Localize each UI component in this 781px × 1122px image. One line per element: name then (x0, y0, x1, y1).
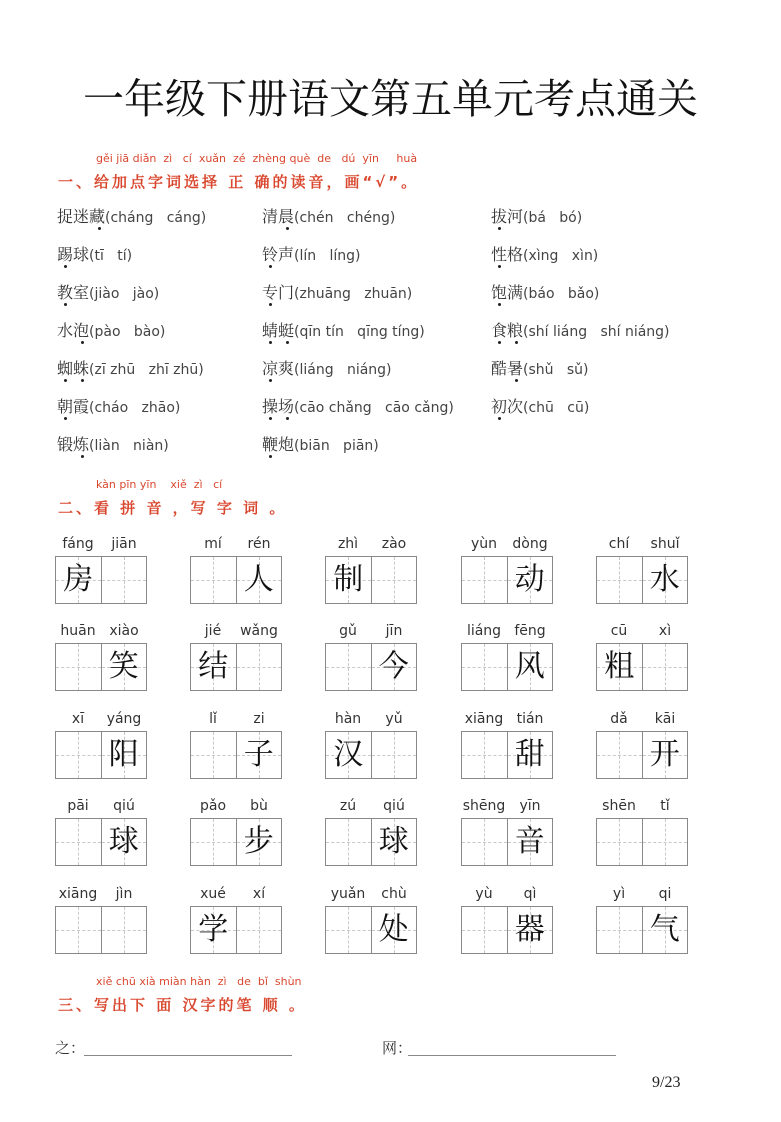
writing-cell (236, 732, 282, 778)
pinyin-syllable: dǎ (610, 711, 628, 727)
tianzige-grid (461, 643, 553, 691)
pinyin-options[interactable]: (tī tí) (89, 248, 133, 264)
writing-cell[interactable] (56, 819, 101, 865)
word: 鞭炮 (262, 435, 295, 454)
emphasis-dot-icon (64, 303, 67, 306)
emphasis-dot-icon (498, 303, 501, 306)
pinyin-writing-item (596, 886, 688, 954)
pinyin-syllable: cū (610, 623, 628, 639)
given-character: 开 (649, 737, 680, 772)
word: 锻炼 (57, 435, 90, 454)
page-title: 一年级下册语文第五单元考点通关 (83, 75, 698, 123)
reading-choice-item (491, 244, 598, 266)
pinyin-options[interactable]: (liàn niàn) (89, 438, 169, 454)
pinyin-writing-item (55, 623, 147, 691)
pinyin-row (461, 711, 553, 731)
given-character: 球 (378, 824, 409, 859)
pinyin-options[interactable]: (lín líng) (294, 248, 361, 264)
given-character: 今 (378, 649, 409, 684)
reading-choice-item (57, 358, 204, 380)
pinyin-syllable: qi (658, 886, 672, 902)
pinyin-row (55, 886, 147, 906)
given-character: 阳 (108, 737, 139, 772)
tianzige-grid (325, 731, 417, 779)
word: 性格 (491, 245, 524, 264)
pinyin-options[interactable]: (chū cū) (523, 400, 590, 416)
pinyin-syllable: jìn (115, 886, 133, 902)
pinyin-syllable: kāi (654, 711, 676, 727)
stroke-order-answer-line-wang[interactable] (408, 1055, 616, 1056)
emphasis-dot-icon (269, 303, 272, 306)
pinyin-options[interactable]: (biān piān) (294, 438, 379, 454)
pinyin-options[interactable]: (cāo chǎng cāo cǎng) (294, 400, 454, 416)
pinyin-syllable: huān (60, 623, 96, 639)
reading-choice-item (491, 206, 582, 228)
writing-cell (642, 907, 688, 953)
given-character: 器 (514, 912, 545, 947)
pinyin-syllable: yì (612, 886, 626, 902)
pinyin-writing-item (461, 536, 553, 604)
pinyin-options[interactable]: (cháo zhāo) (89, 400, 181, 416)
writing-cell[interactable] (101, 557, 147, 603)
given-character: 球 (108, 824, 139, 859)
writing-cell (101, 732, 147, 778)
emphasis-dot-icon (498, 227, 501, 230)
reading-choice-item (57, 282, 159, 304)
section-2-pinyin: kàn pīn yīn xiě zì cí (96, 478, 223, 491)
pinyin-syllable: fēng (514, 623, 546, 639)
pinyin-writing-item (325, 536, 417, 604)
tianzige-grid (190, 818, 282, 866)
writing-cell[interactable] (371, 557, 417, 603)
tianzige-grid (325, 818, 417, 866)
pinyin-options[interactable]: (zhuāng zhuān) (294, 286, 413, 302)
pinyin-syllable: qiú (113, 798, 135, 814)
page-number: 9/23 (652, 1074, 681, 1091)
pinyin-options[interactable]: (zī zhū zhī zhū) (89, 362, 204, 378)
pinyin-writing-item (325, 886, 417, 954)
stroke-order-label-zhi: 之： (55, 1039, 86, 1057)
emphasis-dot-icon (286, 227, 289, 230)
emphasis-dot-icon (269, 455, 272, 458)
pinyin-writing-item (190, 798, 282, 866)
pinyin-row (55, 536, 147, 556)
writing-cell[interactable] (236, 907, 282, 953)
word: 朝霞 (57, 397, 90, 416)
word: 踢球 (57, 245, 90, 264)
writing-cell[interactable] (326, 644, 371, 690)
pinyin-row (461, 536, 553, 556)
writing-cell[interactable] (191, 819, 236, 865)
writing-cell (101, 644, 147, 690)
emphasis-dot-icon (81, 379, 84, 382)
writing-cell (326, 557, 371, 603)
given-character: 子 (243, 737, 274, 772)
pinyin-row (190, 798, 282, 818)
emphasis-dot-icon (498, 341, 501, 344)
pinyin-writing-item (461, 798, 553, 866)
pinyin-writing-item (461, 711, 553, 779)
section-3-heading: 三、写出下 面 汉字的笔 顺 。 (58, 996, 307, 1014)
given-character: 笑 (108, 649, 139, 684)
writing-cell[interactable] (597, 907, 642, 953)
writing-cell[interactable] (462, 732, 507, 778)
reading-choice-item (262, 244, 360, 266)
pinyin-syllable: xiāng (58, 886, 98, 902)
pinyin-syllable: shēng (462, 798, 506, 814)
reading-choice-item (57, 434, 169, 456)
writing-cell[interactable] (191, 732, 236, 778)
pinyin-row (190, 886, 282, 906)
given-character: 甜 (514, 737, 545, 772)
stroke-order-label-wang: 网： (382, 1039, 413, 1057)
tianzige-grid (325, 643, 417, 691)
word: 蜘蛛 (57, 359, 90, 378)
pinyin-syllable: qiú (383, 798, 405, 814)
tianzige-grid (596, 906, 688, 954)
pinyin-row (596, 886, 688, 906)
pinyin-options[interactable]: (cháng cáng) (105, 210, 207, 226)
reading-choice-item (262, 434, 379, 456)
writing-cell (191, 644, 236, 690)
pinyin-syllable: zú (339, 798, 357, 814)
pinyin-options[interactable]: (chén chéng) (294, 210, 396, 226)
pinyin-row (325, 536, 417, 556)
section-1-heading: 一、给加点字词选择 正 确的读音，画“√”。 (58, 173, 420, 191)
writing-cell (642, 557, 688, 603)
word: 铃声 (262, 245, 295, 264)
tianzige-grid (55, 643, 147, 691)
tianzige-grid (461, 731, 553, 779)
pinyin-options[interactable]: (bá bó) (523, 210, 583, 226)
pinyin-writing-item (55, 798, 147, 866)
section-1-pinyin: gěi jiā diǎn zì cí xuǎn zé zhèng què de dú yīn huà (96, 152, 418, 165)
writing-cell[interactable] (326, 907, 371, 953)
writing-cell[interactable] (462, 819, 507, 865)
word: 凉爽 (262, 359, 295, 378)
word: 酷暑 (491, 359, 524, 378)
pinyin-syllable: mí (204, 536, 222, 552)
writing-cell (507, 644, 553, 690)
pinyin-syllable: yù (475, 886, 493, 902)
reading-choice-item (262, 206, 395, 228)
writing-cell (507, 907, 553, 953)
pinyin-syllable: xiào (109, 623, 139, 639)
pinyin-syllable: xí (252, 886, 266, 902)
emphasis-dot-icon (498, 265, 501, 268)
tianzige-grid (325, 906, 417, 954)
emphasis-dot-icon (515, 341, 518, 344)
emphasis-dot-icon (269, 341, 272, 344)
pinyin-row (461, 886, 553, 906)
emphasis-dot-icon (498, 417, 501, 420)
pinyin-syllable: yīn (519, 798, 541, 814)
pinyin-writing-item (55, 711, 147, 779)
emphasis-dot-icon (81, 341, 84, 344)
pinyin-writing-item (461, 886, 553, 954)
pinyin-row (190, 623, 282, 643)
emphasis-dot-icon (286, 417, 289, 420)
given-character: 步 (243, 824, 274, 859)
pinyin-syllable: tǐ (660, 798, 670, 814)
writing-cell[interactable] (191, 557, 236, 603)
given-character: 气 (649, 912, 680, 947)
pinyin-row (461, 623, 553, 643)
pinyin-writing-item (596, 536, 688, 604)
pinyin-options[interactable]: (shí liáng shí niáng) (523, 324, 670, 340)
writing-cell[interactable] (462, 644, 507, 690)
tianzige-grid (461, 556, 553, 604)
pinyin-options[interactable]: (qīn tín qīng tíng) (294, 324, 425, 340)
tianzige-grid (55, 556, 147, 604)
pinyin-row (596, 536, 688, 556)
writing-cell (326, 732, 371, 778)
emphasis-dot-icon (269, 265, 272, 268)
writing-cell[interactable] (642, 644, 688, 690)
pinyin-writing-item (190, 886, 282, 954)
writing-cell[interactable] (101, 907, 147, 953)
given-character: 处 (378, 912, 409, 947)
reading-choice-item (57, 320, 165, 342)
pinyin-row (596, 798, 688, 818)
writing-cell[interactable] (326, 819, 371, 865)
pinyin-syllable: pǎo (199, 798, 227, 814)
pinyin-syllable: yùn (470, 536, 498, 552)
pinyin-syllable: hàn (334, 711, 362, 727)
writing-cell (642, 732, 688, 778)
writing-cell (371, 819, 417, 865)
word: 蜻蜓 (262, 321, 295, 340)
pinyin-syllable: bù (250, 798, 268, 814)
pinyin-writing-item (55, 536, 147, 604)
word: 拔河 (491, 207, 524, 226)
given-character: 结 (198, 649, 229, 684)
pinyin-syllable: dòng (512, 536, 548, 552)
writing-cell (371, 907, 417, 953)
emphasis-dot-icon (269, 379, 272, 382)
writing-cell (236, 557, 282, 603)
pinyin-row (596, 711, 688, 731)
writing-cell (597, 644, 642, 690)
word: 捉迷藏 (57, 207, 106, 226)
reading-choice-item (57, 396, 180, 418)
given-character: 房 (63, 562, 94, 597)
writing-cell[interactable] (597, 732, 642, 778)
reading-choice-item (262, 282, 412, 304)
tianzige-grid (596, 818, 688, 866)
writing-cell[interactable] (371, 732, 417, 778)
pinyin-syllable: rén (247, 536, 271, 552)
pinyin-options[interactable]: (jiào jào) (89, 286, 160, 302)
stroke-order-answer-line-zhi[interactable] (84, 1055, 292, 1056)
pinyin-syllable: liáng (466, 623, 502, 639)
pinyin-syllable: jiān (111, 536, 137, 552)
word: 食粮 (491, 321, 524, 340)
given-character: 汉 (333, 737, 364, 772)
reading-choice-item (57, 244, 132, 266)
tianzige-grid (55, 818, 147, 866)
pinyin-syllable: xué (200, 886, 226, 902)
writing-cell[interactable] (597, 557, 642, 603)
word: 饱满 (491, 283, 524, 302)
given-character: 学 (198, 912, 229, 947)
reading-choice-item (491, 282, 599, 304)
pinyin-row (55, 623, 147, 643)
emphasis-dot-icon (64, 379, 67, 382)
reading-choice-item (262, 358, 392, 380)
pinyin-syllable: yáng (106, 711, 142, 727)
section-2-heading: 二、看 拼 音 ，写 字 词 。 (58, 499, 288, 517)
reading-choice-item (262, 396, 454, 418)
pinyin-writing-item (55, 886, 147, 954)
tianzige-grid (55, 731, 147, 779)
pinyin-syllable: zhì (337, 536, 359, 552)
pinyin-row (55, 798, 147, 818)
pinyin-writing-item (190, 623, 282, 691)
pinyin-writing-item (190, 536, 282, 604)
emphasis-dot-icon (64, 417, 67, 420)
tianzige-grid (55, 906, 147, 954)
pinyin-writing-item (325, 711, 417, 779)
writing-cell[interactable] (236, 644, 282, 690)
emphasis-dot-icon (286, 341, 289, 344)
pinyin-row (325, 623, 417, 643)
emphasis-dot-icon (269, 417, 272, 420)
writing-cell[interactable] (56, 907, 101, 953)
tianzige-grid (461, 818, 553, 866)
pinyin-syllable: zào (381, 536, 407, 552)
pinyin-syllable: pāi (67, 798, 89, 814)
emphasis-dot-icon (515, 379, 518, 382)
tianzige-grid (190, 643, 282, 691)
given-character: 水 (649, 562, 680, 597)
pinyin-writing-item (596, 623, 688, 691)
word: 水泡 (57, 321, 90, 340)
tianzige-grid (596, 731, 688, 779)
word: 专门 (262, 283, 295, 302)
writing-cell (507, 732, 553, 778)
pinyin-row (190, 536, 282, 556)
writing-cell (191, 907, 236, 953)
pinyin-row (461, 798, 553, 818)
pinyin-row (190, 711, 282, 731)
word: 操场 (262, 397, 295, 416)
pinyin-row (325, 798, 417, 818)
pinyin-syllable: wǎng (240, 623, 278, 639)
pinyin-syllable: yuǎn (330, 886, 366, 902)
given-character: 制 (333, 562, 364, 597)
writing-cell (101, 819, 147, 865)
word: 教室 (57, 283, 90, 302)
reading-choice-item (491, 396, 589, 418)
pinyin-options[interactable]: (shǔ sǔ) (523, 362, 589, 378)
pinyin-syllable: gǔ (339, 623, 357, 639)
word: 初次 (491, 397, 524, 416)
pinyin-syllable: chù (381, 886, 407, 902)
given-character: 风 (514, 649, 545, 684)
emphasis-dot-icon (98, 227, 101, 230)
reading-choice-item (491, 320, 670, 342)
writing-cell[interactable] (597, 819, 642, 865)
pinyin-syllable: shuǐ (650, 536, 680, 552)
reading-choice-item (491, 358, 589, 380)
writing-cell (507, 819, 553, 865)
pinyin-row (596, 623, 688, 643)
given-character: 动 (514, 562, 545, 597)
pinyin-syllable: zi (253, 711, 265, 727)
writing-cell[interactable] (56, 732, 101, 778)
tianzige-grid (190, 906, 282, 954)
emphasis-dot-icon (64, 265, 67, 268)
pinyin-syllable: jīn (385, 623, 403, 639)
pinyin-syllable: fáng (62, 536, 94, 552)
pinyin-writing-item (461, 623, 553, 691)
pinyin-syllable: tián (516, 711, 544, 727)
writing-cell[interactable] (56, 644, 101, 690)
pinyin-writing-item (596, 798, 688, 866)
writing-cell (236, 819, 282, 865)
pinyin-syllable: xì (658, 623, 672, 639)
pinyin-options[interactable]: (báo bǎo) (523, 286, 600, 302)
pinyin-syllable: lǐ (209, 711, 217, 727)
given-character: 人 (243, 562, 274, 597)
pinyin-row (55, 711, 147, 731)
pinyin-row (325, 886, 417, 906)
pinyin-writing-item (325, 623, 417, 691)
pinyin-writing-item (325, 798, 417, 866)
tianzige-grid (596, 556, 688, 604)
section-3-pinyin: xiě chū xià miàn hàn zì de bǐ shùn (96, 975, 302, 988)
pinyin-syllable: chí (608, 536, 630, 552)
pinyin-writing-item (596, 711, 688, 779)
tianzige-grid (325, 556, 417, 604)
writing-cell[interactable] (462, 907, 507, 953)
pinyin-syllable: qì (523, 886, 537, 902)
writing-cell[interactable] (462, 557, 507, 603)
pinyin-options[interactable]: (xìng xìn) (523, 248, 599, 264)
given-character: 粗 (604, 649, 635, 684)
word: 清晨 (262, 207, 295, 226)
tianzige-grid (461, 906, 553, 954)
reading-choice-item (57, 206, 206, 228)
pinyin-syllable: yǔ (385, 711, 403, 727)
pinyin-syllable: xī (71, 711, 85, 727)
pinyin-syllable: xiāng (464, 711, 504, 727)
writing-cell (56, 557, 101, 603)
pinyin-syllable: shēn (602, 798, 636, 814)
tianzige-grid (190, 556, 282, 604)
reading-choice-item (262, 320, 425, 342)
pinyin-syllable: jié (204, 623, 222, 639)
writing-cell[interactable] (642, 819, 688, 865)
pinyin-options[interactable]: (liáng niáng) (294, 362, 392, 378)
emphasis-dot-icon (81, 455, 84, 458)
pinyin-options[interactable]: (pào bào) (89, 324, 166, 340)
writing-cell (507, 557, 553, 603)
pinyin-writing-item (190, 711, 282, 779)
tianzige-grid (190, 731, 282, 779)
pinyin-row (325, 711, 417, 731)
tianzige-grid (596, 643, 688, 691)
writing-cell (371, 644, 417, 690)
given-character: 音 (514, 824, 545, 859)
